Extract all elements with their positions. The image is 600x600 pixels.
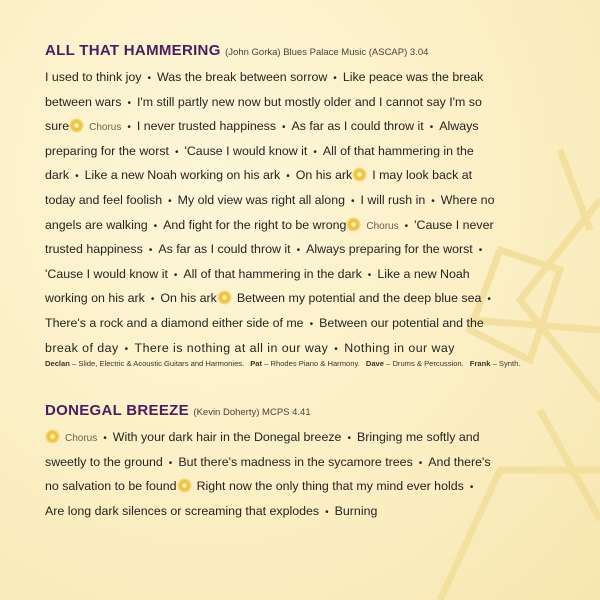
bullet-separator: •: [75, 171, 79, 183]
lyric-text: break of day: [45, 340, 119, 355]
lyric-line: [45, 90, 565, 115]
lyric-text: On his ark: [295, 168, 353, 183]
bullet-separator: •: [347, 433, 351, 444]
bullet-separator: •: [325, 506, 329, 518]
lyrics: [45, 425, 565, 523]
bullet-separator: •: [286, 171, 290, 183]
lyric-line: [45, 336, 565, 361]
musician-role: – Rhodes Piano & Harmony.: [262, 359, 360, 368]
song-title: ALL THAT HAMMERING: [45, 42, 221, 59]
bullet-separator: •: [309, 318, 314, 330]
lyric-text: All of that hammering in the: [322, 143, 474, 158]
bullet-separator: •: [478, 245, 483, 257]
lyric-line: [45, 163, 565, 188]
lyric-text: As far as I could throw it: [158, 242, 291, 257]
bullet-separator: •: [147, 73, 151, 84]
lyric-text: Between my potential and the deep blue sea: [236, 291, 482, 306]
lyric-text: Was the break between sorrow: [156, 70, 328, 84]
bullet-separator: •: [367, 269, 372, 281]
lyric-text: working on his ark: [45, 291, 145, 306]
musician-role: – Drums & Percussion.: [384, 359, 464, 368]
lyric-text: With your dark hair in the Donegal breeze: [112, 430, 342, 444]
lyric-line: [45, 188, 565, 213]
lyric-text: As far as I could throw it: [291, 119, 424, 134]
lyric-text: dark: [45, 168, 70, 183]
bullet-separator: •: [282, 122, 286, 134]
lyric-text: I'm still partly new now but mostly older and I cannot say I'm so: [136, 94, 482, 109]
lyric-text: All of that hammering in the dark: [183, 266, 362, 281]
lyric-text: sure: [45, 119, 70, 134]
lyric-line: [45, 286, 565, 311]
sun-icon: [71, 120, 82, 131]
lyric-text: Are long dark silences or screaming that explodes: [45, 503, 320, 518]
bullet-separator: •: [429, 122, 434, 134]
bullet-separator: •: [174, 146, 179, 158]
bullet-separator: •: [127, 97, 131, 109]
song-credit: (John Gorka) Blues Palace Music (ASCAP) 3.04: [225, 47, 429, 58]
sun-icon: [47, 431, 58, 442]
bullet-separator: •: [153, 220, 158, 232]
sun-icon: [354, 169, 365, 180]
bullet-separator: •: [173, 269, 178, 281]
lyric-text: between wars: [45, 94, 122, 109]
lyric-text: preparing for the worst: [45, 143, 169, 158]
lyric-text: no salvation to be found: [45, 479, 177, 494]
musician-name: Dave: [365, 359, 384, 368]
lyric-text: My old view was right all along: [177, 192, 345, 207]
lyric-text: There is nothing at all in our way: [134, 340, 329, 355]
lyric-text: I will rush in: [360, 192, 426, 207]
lyric-line: [45, 114, 565, 139]
lyric-line: [45, 262, 565, 287]
lyric-text: 'Cause I never: [414, 217, 494, 232]
lyric-line: [45, 450, 565, 475]
lyric-line: [45, 237, 565, 262]
bullet-separator: •: [431, 195, 435, 207]
lyric-line: [45, 499, 565, 524]
lyric-line: [45, 311, 565, 336]
lyric-text: Like peace was the break: [342, 70, 484, 84]
chorus-marker: Chorus: [65, 433, 98, 444]
song-header: [45, 42, 565, 62]
lyric-text: I never trusted happiness: [136, 119, 277, 134]
bullet-separator: •: [150, 294, 155, 306]
lyric-text: And there's: [428, 454, 491, 469]
lyric-line: [45, 213, 565, 238]
bullet-separator: •: [350, 195, 355, 207]
bullet-separator: •: [418, 457, 423, 469]
bullet-separator: •: [469, 482, 474, 494]
bullet-separator: •: [103, 433, 107, 444]
lyric-text: Always: [439, 119, 479, 134]
lyric-line: [45, 139, 565, 164]
lyric-text: trusted happiness: [45, 242, 143, 257]
lyric-line: [45, 425, 565, 450]
sun-icon: [179, 480, 190, 491]
lyric-text: Where no: [440, 192, 495, 207]
song-donegal-breeze: [45, 402, 565, 523]
lyric-text: Nothing in our way: [344, 340, 455, 355]
musician-name: Pat: [250, 359, 263, 368]
lyric-text: Right now the only thing that my mind ever holds: [196, 479, 464, 494]
lyric-text: 'Cause I would know it: [45, 266, 168, 281]
chorus-marker: Chorus: [366, 220, 399, 232]
lyric-text: 'Cause I would know it: [184, 143, 308, 158]
lyric-text: And fight for the right to be wrong: [163, 217, 347, 232]
song-header: [45, 402, 565, 422]
sun-icon: [348, 219, 359, 230]
bullet-separator: •: [148, 245, 153, 257]
musician-name: Frank: [469, 359, 491, 368]
lyric-text: I may look back at: [372, 168, 473, 183]
bullet-separator: •: [333, 73, 337, 84]
bullet-separator: •: [168, 195, 172, 207]
bullet-separator: •: [487, 294, 491, 306]
lyric-text: Burning: [334, 503, 378, 518]
musician-role: – Slide, Electric & Acoustic Guitars and Harmonies.: [69, 359, 245, 368]
lyric-text: But there's madness in the sycamore trees: [178, 454, 413, 469]
bullet-separator: •: [404, 220, 409, 232]
musician-name: Declan: [45, 359, 70, 368]
song-credit: (Kevin Doherty) MCPS 4.41: [193, 407, 311, 418]
lyric-text: There's a rock and a diamond either side of me: [45, 315, 304, 330]
lyric-text: I used to think joy: [45, 70, 142, 84]
sun-icon: [219, 292, 230, 303]
lyric-line: [45, 65, 565, 90]
lyric-text: Always preparing for the worst: [306, 242, 473, 257]
lyric-text: sweetly to the ground: [45, 454, 163, 469]
bullet-separator: •: [313, 146, 317, 158]
lyric-text: Like a new Noah: [377, 266, 470, 281]
lyric-text: Like a new Noah working on his ark: [84, 168, 281, 183]
lyric-line: [45, 474, 565, 499]
chorus-marker: Chorus: [89, 122, 122, 134]
lyric-text: On his ark: [160, 291, 217, 306]
lyric-text: Between our potential and the: [319, 315, 484, 330]
lyric-text: today and feel foolish: [45, 192, 163, 207]
musician-role: – Synth.: [490, 359, 521, 368]
lyrics: [45, 65, 565, 360]
bullet-separator: •: [296, 245, 301, 257]
lyric-text: angels are walking: [45, 217, 148, 232]
song-all-that-hammering: [45, 42, 565, 360]
lyric-text: Bringing me softly and: [356, 430, 480, 444]
bullet-separator: •: [334, 343, 339, 355]
bullet-separator: •: [124, 343, 129, 355]
musician-credits: [45, 359, 526, 368]
song-title: DONEGAL BREEZE: [45, 402, 189, 419]
bullet-separator: •: [168, 457, 173, 469]
bullet-separator: •: [127, 122, 131, 134]
